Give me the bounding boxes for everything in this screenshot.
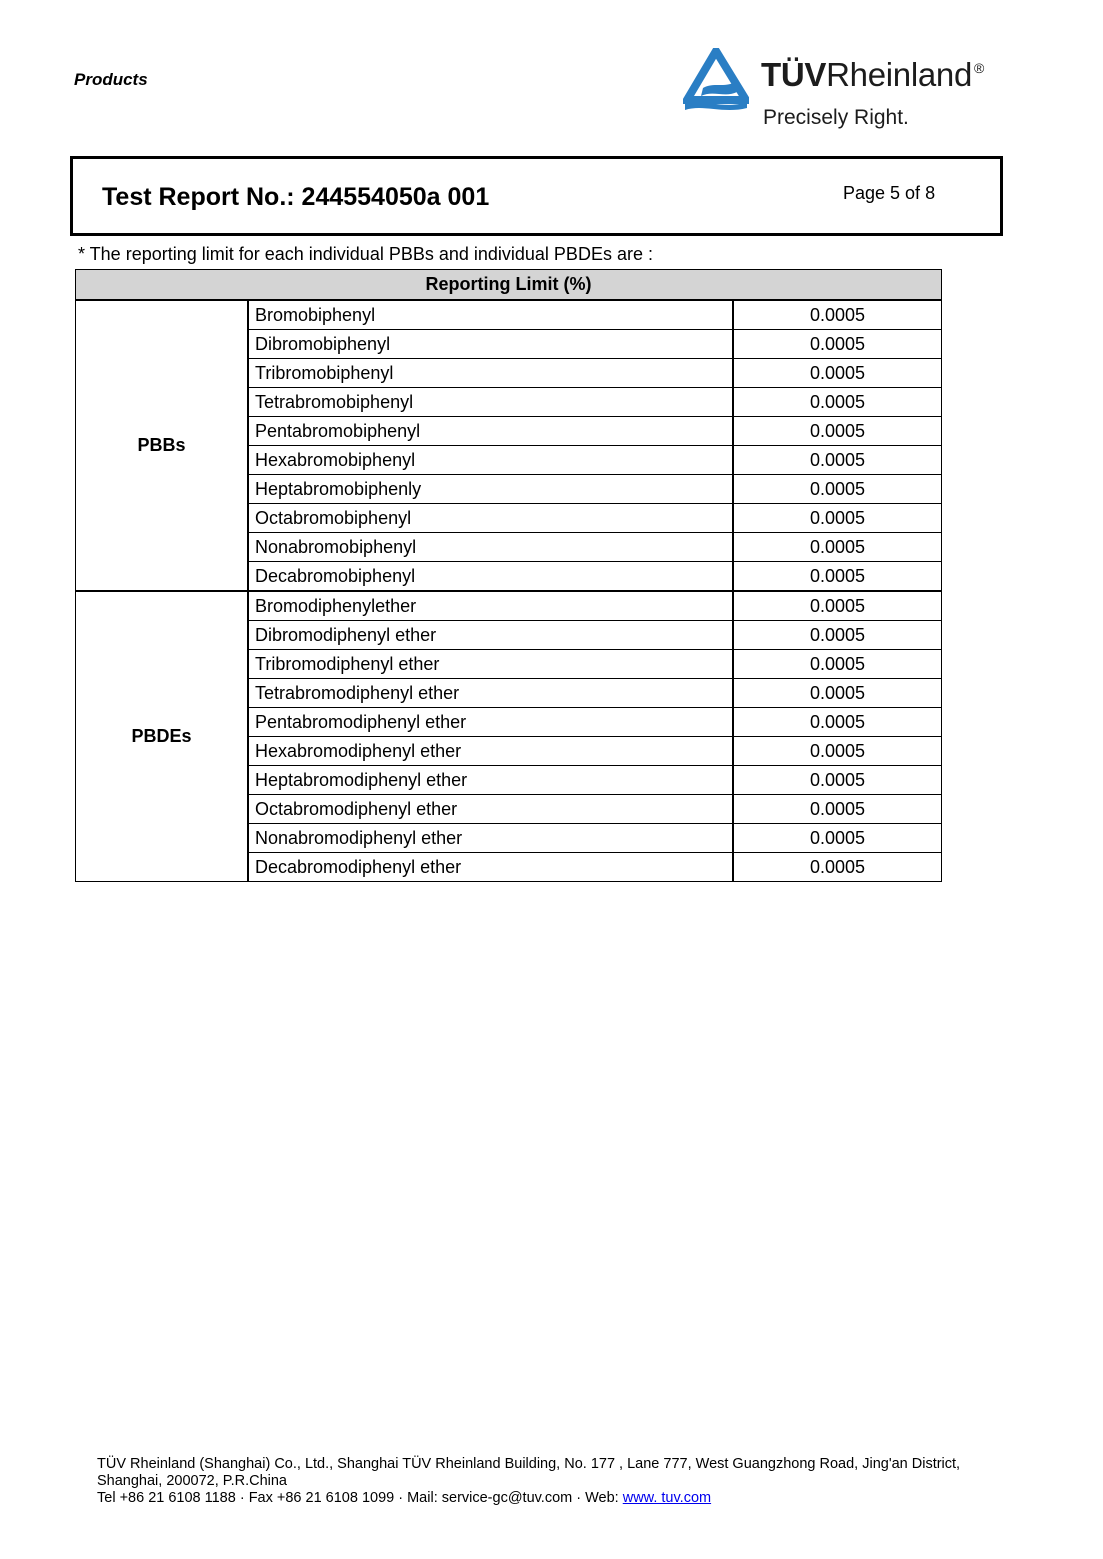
reporting-limit-value: 0.0005 — [733, 359, 942, 388]
compound-name: Hexabromodiphenyl ether — [248, 737, 733, 766]
footer-contact: Tel +86 21 6108 1188 · Fax +86 21 6108 1099 · Mail: service-gc@tuv.com · Web: www. tuv.com — [97, 1490, 712, 1506]
table-row — [76, 591, 942, 621]
reporting-limit-value: 0.0005 — [733, 562, 942, 592]
reporting-limit-value: 0.0005 — [733, 533, 942, 562]
reporting-limit-value: 0.0005 — [733, 650, 942, 679]
reporting-limit-value: 0.0005 — [733, 475, 942, 504]
tuv-triangle-logo-icon — [683, 48, 749, 110]
compound-name: Pentabromodiphenyl ether — [248, 708, 733, 737]
compound-name: Decabromodiphenyl ether — [248, 853, 733, 882]
compound-name: Tetrabromobiphenyl — [248, 388, 733, 417]
table-header: Reporting Limit (%) — [76, 270, 942, 301]
footer — [97, 1456, 960, 1507]
compound-name: Dibromodiphenyl ether — [248, 621, 733, 650]
reporting-limit-value: 0.0005 — [733, 737, 942, 766]
reporting-limit-value: 0.0005 — [733, 853, 942, 882]
reporting-limit-value: 0.0005 — [733, 300, 942, 330]
report-title: Test Report No.: 244554050a 001 — [102, 183, 490, 211]
footer-city: Shanghai, 200072, P.R.China — [97, 1473, 287, 1489]
reporting-limit-value: 0.0005 — [733, 591, 942, 621]
brand-name: TÜVRheinland ® — [761, 56, 985, 93]
compound-name: Heptabromobiphenly — [248, 475, 733, 504]
page-number: Page 5 of 8 — [843, 183, 936, 203]
reporting-limit-value: 0.0005 — [733, 417, 942, 446]
company-logo — [683, 46, 1013, 136]
reporting-limit-value: 0.0005 — [733, 824, 942, 853]
group-label: PBDEs — [76, 591, 249, 882]
compound-name: Hexabromobiphenyl — [248, 446, 733, 475]
website-link[interactable]: www. tuv.com — [622, 1490, 712, 1506]
compound-name: Heptabromodiphenyl ether — [248, 766, 733, 795]
reporting-limit-value: 0.0005 — [733, 795, 942, 824]
compound-name: Bromodiphenylether — [248, 591, 733, 621]
report-title-box — [70, 156, 1003, 236]
compound-name: Tetrabromodiphenyl ether — [248, 679, 733, 708]
section-label: Products — [74, 70, 148, 89]
compound-name: Dibromobiphenyl — [248, 330, 733, 359]
compound-name: Bromobiphenyl — [248, 300, 733, 330]
reporting-limit-table — [75, 269, 942, 882]
brand-tagline: Precisely Right. — [763, 106, 909, 129]
compound-name: Nonabromodiphenyl ether — [248, 824, 733, 853]
compound-name: Nonabromobiphenyl — [248, 533, 733, 562]
reporting-limit-value: 0.0005 — [733, 330, 942, 359]
table-row — [76, 300, 942, 330]
compound-name: Decabromobiphenyl — [248, 562, 733, 592]
compound-name: Octabromobiphenyl — [248, 504, 733, 533]
group-label: PBBs — [76, 300, 249, 591]
compound-name: Tribromodiphenyl ether — [248, 650, 733, 679]
compound-name: Pentabromobiphenyl — [248, 417, 733, 446]
reporting-limit-value: 0.0005 — [733, 679, 942, 708]
reporting-limit-value: 0.0005 — [733, 766, 942, 795]
compound-name: Octabromodiphenyl ether — [248, 795, 733, 824]
compound-name: Tribromobiphenyl — [248, 359, 733, 388]
reporting-limit-value: 0.0005 — [733, 388, 942, 417]
reporting-limit-value: 0.0005 — [733, 446, 942, 475]
reporting-limit-value: 0.0005 — [733, 621, 942, 650]
reporting-limit-value: 0.0005 — [733, 708, 942, 737]
reporting-limit-note: * The reporting limit for each individual PBBs and individual PBDEs are : — [78, 244, 653, 264]
reporting-limit-value: 0.0005 — [733, 504, 942, 533]
footer-address: TÜV Rheinland (Shanghai) Co., Ltd., Shanghai TÜV Rheinland Building, No. 177 , Lane 777, West Guangzhong Road, Jing'an District, — [97, 1456, 961, 1472]
